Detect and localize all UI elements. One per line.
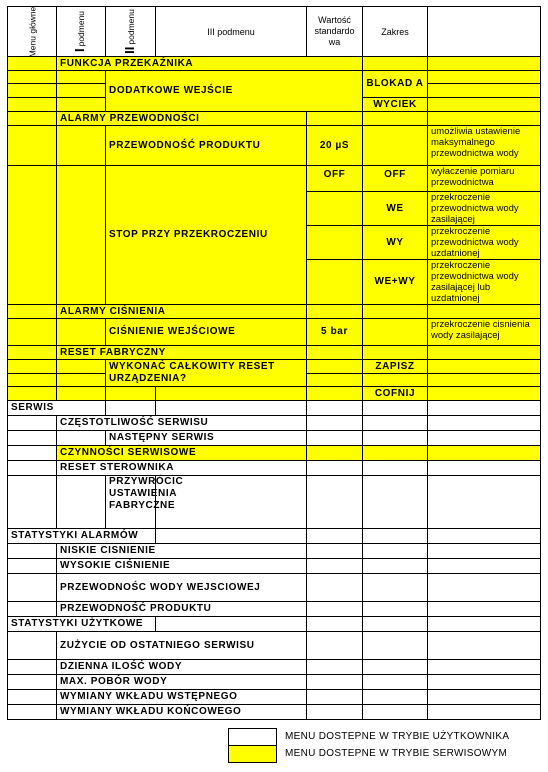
header-col3-label: podmenu — [126, 9, 136, 45]
menu-cisnienie-wejsciowe: CIŚNIENIE WEJŚCIOWE — [106, 319, 307, 346]
table-row — [8, 416, 541, 431]
table-row — [8, 461, 541, 476]
menu-serwis: SERWIS — [8, 401, 106, 416]
menu-wykonac-reset: WYKONAĆ CAŁKOWITY RESET URZĄDZENIA? — [106, 360, 307, 387]
header-notes — [428, 7, 541, 57]
table-row — [8, 446, 541, 461]
range-wy: WY — [363, 226, 428, 260]
header-col1-label: Menu główne — [27, 6, 37, 57]
header-podmenu-2 — [106, 7, 156, 57]
table-row — [8, 617, 541, 632]
value-przewodnosc-produktu: 20 µS — [307, 126, 363, 166]
menu-funkcja-przekaznika: FUNKCJA PRZEKAŹNIKA — [57, 57, 363, 71]
legend-swatch-user — [228, 728, 277, 746]
range-blokada: BLOKAD A — [363, 71, 428, 98]
menu-wymiany-wstepnego: WYMIANY WKŁADU WSTĘPNEGO — [57, 690, 307, 705]
table-row — [8, 57, 541, 71]
range-off: OFF — [363, 166, 428, 192]
menu-przewodnosc-wody-wejsciowej: PRZEWODNOŚC WODY WEJSCIOWEJ — [57, 574, 307, 602]
menu-czestotliwosc-serwisu: CZĘSTOTLIWOŚĆ SERWISU — [57, 416, 307, 431]
header-range: Zakres — [363, 7, 428, 57]
menu-wymiany-koncowego: WYMIANY WKŁADU KOŃCOWEGO — [57, 705, 307, 720]
header-col2-label: podmenu — [76, 10, 87, 47]
legend-swatch-service — [228, 745, 277, 763]
range-we: WE — [363, 192, 428, 226]
header-podmenu-1 — [57, 7, 106, 57]
menu-max-pobor: MAX. POBÓR WODY — [57, 675, 307, 690]
table-row — [8, 126, 541, 166]
header-default-value: Wartość standardo wa — [307, 7, 363, 57]
table-row — [8, 431, 541, 446]
table-row — [8, 166, 541, 192]
table-row — [8, 675, 541, 690]
table-row — [8, 544, 541, 559]
menu-stop-przy-przekroczeniu: STOP PRZY PRZEKROCZENIU — [106, 166, 307, 305]
menu-statystyki-alarmow: STATYSTYKI ALARMÓW — [8, 529, 156, 544]
table-row — [8, 319, 541, 346]
table-row — [8, 387, 541, 401]
value-cisnienie: 5 bar — [307, 319, 363, 346]
menu-nastepny-serwis: NASTĘPNY SERWIS — [106, 431, 307, 446]
header-col2-symbol: I — [72, 48, 88, 53]
value-off: OFF — [307, 166, 363, 192]
table-row — [8, 602, 541, 617]
table-row — [8, 476, 541, 529]
legend-user-mode: MENU DOSTEPNE W TRYBIE UŻYTKOWNIKA — [285, 731, 510, 742]
table-row — [8, 346, 541, 360]
menu-alarmy-przewodnosci: ALARMY PRZEWODNOŚCI — [57, 112, 307, 126]
table-row — [8, 71, 541, 84]
menu-przewodnosc-produktu-stat: PRZEWODNOŚĆ PRODUKTU — [57, 602, 307, 617]
menu-niskie-cisnienie: NISKIE CISNIENIE — [57, 544, 307, 559]
table-row — [8, 574, 541, 602]
menu-dzienna-ilosc: DZIENNA ILOŚĆ WODY — [57, 660, 307, 675]
note-we: przekroczenie przewodnictwa wody zasilającej — [428, 192, 541, 226]
header-row — [8, 7, 541, 57]
menu-wysokie-cisnienie: WYSOKIE CIŚNIENIE — [57, 559, 307, 574]
menu-reset-fabryczny: RESET FABRYCZNY — [57, 346, 307, 360]
option-zapisz: ZAPISZ — [363, 360, 428, 374]
header-col3-symbol: II — [122, 46, 137, 54]
menu-dodatkowe-wejscie: DODATKOWE WEJŚCIE — [106, 71, 363, 112]
table-row — [8, 632, 541, 660]
table-row — [8, 360, 541, 374]
menu-czynnosci-serwisowe: CZYNNOŚCI SERWISOWE — [57, 446, 307, 461]
menu-statystyki-uzytkowe: STATYSTYKI UŻYTKOWE — [8, 617, 156, 632]
table-row — [8, 529, 541, 544]
range-we-wy: WE+WY — [363, 260, 428, 305]
option-cofnij: COFNIJ — [363, 387, 428, 401]
note-off: wyłaczenie pomiaru przewodnictwa — [428, 166, 541, 192]
table-row — [8, 705, 541, 720]
menu-structure-table — [7, 6, 541, 720]
note-wy: przekroczenie przewodnictwa wody uzdatnionej — [428, 226, 541, 260]
range-wyciek: WYCIEK — [363, 98, 428, 112]
menu-alarmy-cisnienia: ALARMY CIŚNIENIA — [57, 305, 307, 319]
table-row — [8, 401, 541, 416]
table-row — [8, 690, 541, 705]
menu-przywrocic-ustawienia: PRZYWRÓCIC USTAWIENIA FABRYCZNE — [106, 476, 156, 529]
note-cisnienie: przekroczenie cisnienia wody zasilającej — [428, 319, 541, 346]
menu-reset-sterownika: RESET STEROWNIKA — [57, 461, 307, 476]
table-row — [8, 559, 541, 574]
note-przewodnosc-produktu: umożliwia ustawienie maksymalnego przewodnictwa wody — [428, 126, 541, 166]
table-row — [8, 660, 541, 675]
note-we-wy: przekroczenie przewodnictwa wody zasilającej lub uzdatnionej — [428, 260, 541, 305]
menu-zuzycie: ZUŻYCIE OD OSTATNIEGO SERWISU — [57, 632, 307, 660]
menu-przewodnosc-produktu: PRZEWODNOŚĆ PRODUKTU — [106, 126, 307, 166]
legend-service-mode: MENU DOSTEPNE W TRYBIE SERWISOWYM — [285, 748, 508, 759]
header-podmenu-3: III podmenu — [156, 7, 307, 57]
header-menu-glowne — [8, 7, 57, 57]
table-row — [8, 112, 541, 126]
table-row — [8, 305, 541, 319]
